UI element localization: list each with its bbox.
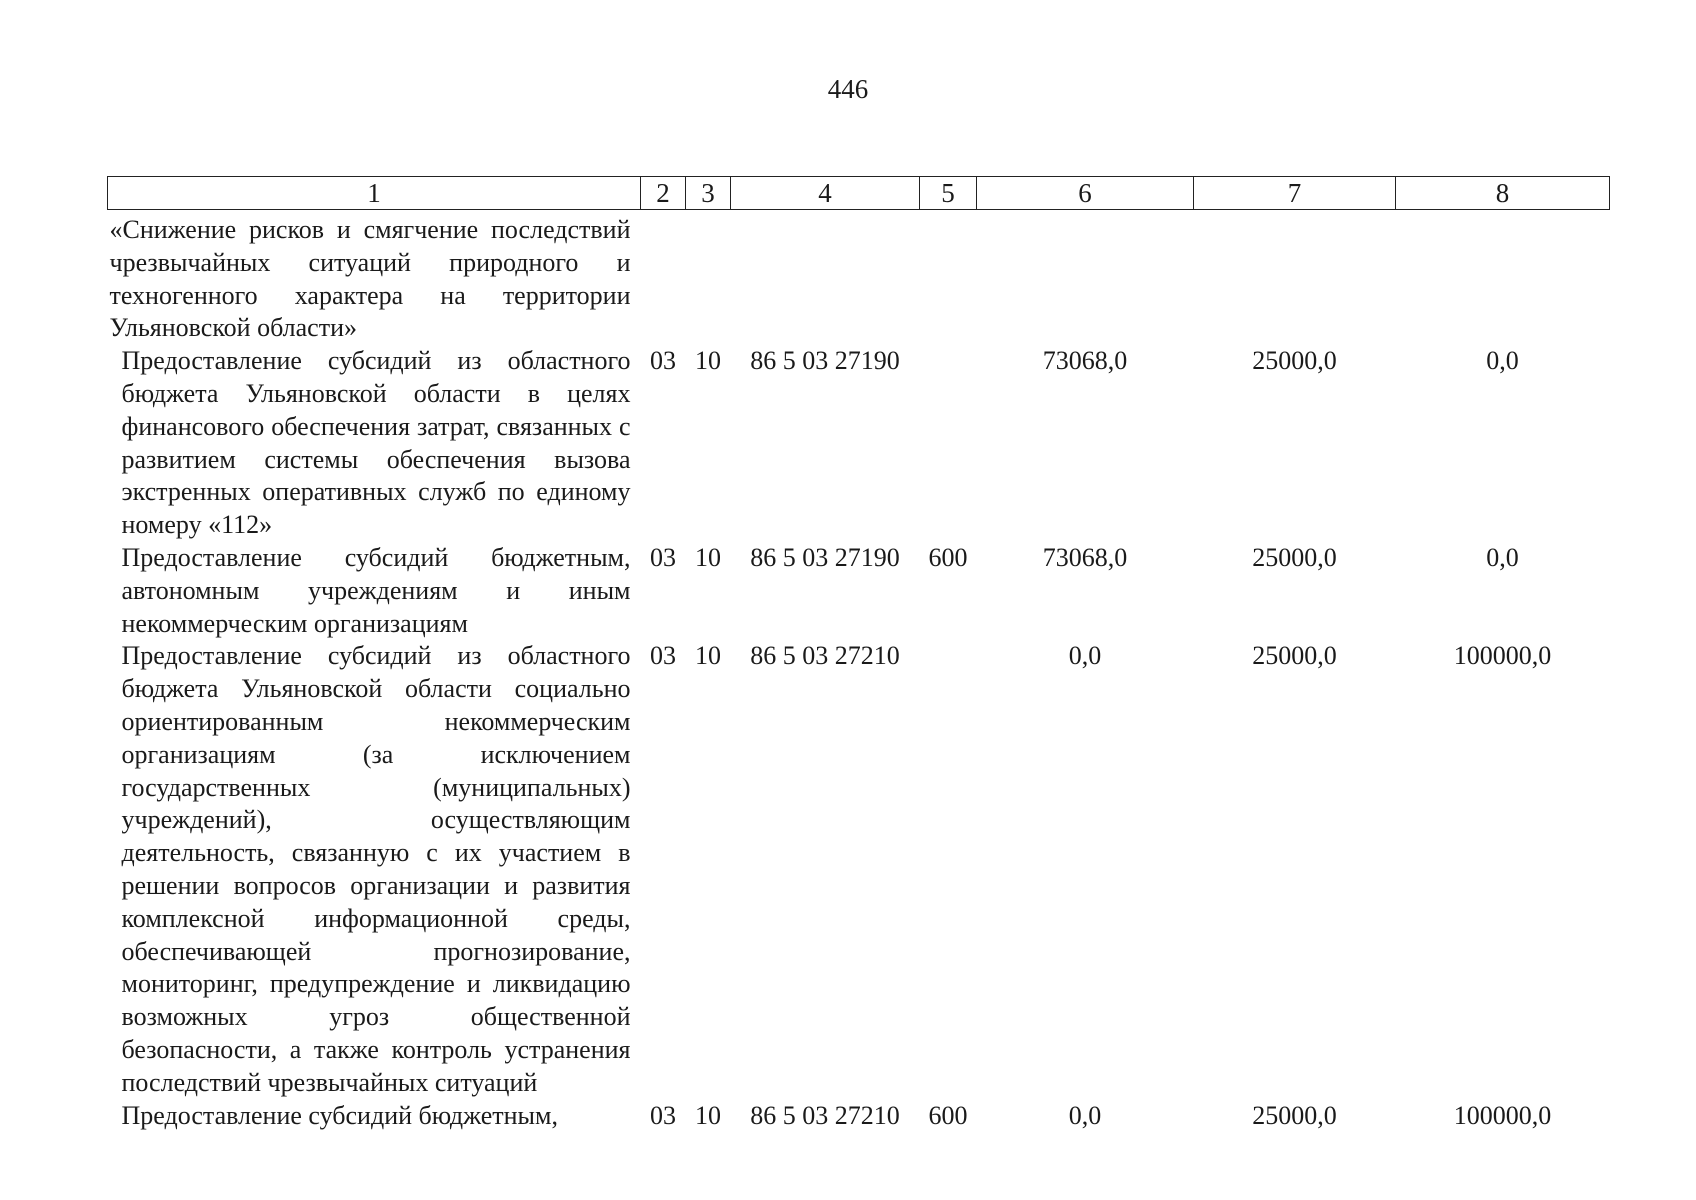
row-description: Предоставление субсидий из областного бюджета Ульяновской области в целях финансового обеспечения затрат, связанных с развитием системы обеспечения вызова экстренных оперативных служб по единому номеру «112» bbox=[121, 346, 631, 540]
row-target-code: 86 5 03 27190 bbox=[750, 542, 900, 572]
row-description: «Снижение рисков и смягчение последствий чрезвычайных ситуаций природного и техногенного характера на территории Ульяновской области» bbox=[109, 215, 631, 343]
header-col-2: 2 bbox=[641, 177, 686, 210]
table-body bbox=[108, 210, 1610, 1133]
row-section: 03 bbox=[650, 1100, 676, 1130]
row-expense-type bbox=[920, 210, 977, 346]
header-col-1: 1 bbox=[108, 177, 641, 210]
budget-table-container bbox=[107, 176, 1609, 1132]
table-row bbox=[108, 210, 1610, 346]
row-section: 03 bbox=[650, 346, 676, 376]
row-target-code: 86 5 03 27210 bbox=[750, 641, 900, 671]
row-amount-col7: 25000,0 bbox=[1252, 542, 1337, 572]
row-amount-col6 bbox=[977, 210, 1194, 346]
row-section: 03 bbox=[650, 641, 676, 671]
budget-table bbox=[107, 176, 1610, 1132]
row-amount-col8: 100000,0 bbox=[1453, 641, 1552, 671]
row-amount-col7: 25000,0 bbox=[1252, 641, 1337, 671]
row-subsection: 10 bbox=[695, 641, 721, 671]
row-amount-col8: 0,0 bbox=[1486, 542, 1519, 572]
row-expense-type bbox=[920, 640, 977, 1099]
row-target-code: 86 5 03 27210 bbox=[750, 1100, 900, 1130]
table-header bbox=[108, 177, 1610, 210]
table-row bbox=[108, 345, 1610, 542]
row-expense-type: 600 bbox=[928, 1100, 968, 1130]
row-description: Предоставление субсидий бюджетным, bbox=[121, 1100, 558, 1130]
row-expense-type bbox=[920, 345, 977, 542]
row-subsection: 10 bbox=[695, 1100, 721, 1130]
header-col-8: 8 bbox=[1396, 177, 1610, 210]
page-number: 446 bbox=[827, 74, 869, 104]
row-target-code bbox=[731, 210, 920, 346]
row-amount-col8: 100000,0 bbox=[1453, 1100, 1552, 1130]
row-subsection: 10 bbox=[695, 346, 721, 376]
row-description: Предоставление субсидий бюджетным, автономным учреждениям и иным некоммерческим организациям bbox=[121, 542, 631, 638]
table-row bbox=[108, 1100, 1610, 1133]
row-amount-col6: 0,0 bbox=[1068, 641, 1102, 671]
row-amount-col6: 73068,0 bbox=[1042, 346, 1128, 376]
row-section bbox=[641, 210, 686, 346]
header-col-4: 4 bbox=[731, 177, 920, 210]
header-row bbox=[108, 177, 1610, 210]
header-col-3: 3 bbox=[686, 177, 731, 210]
row-amount-col7: 25000,0 bbox=[1252, 346, 1337, 376]
row-target-code: 86 5 03 27190 bbox=[750, 346, 900, 376]
row-amount-col6: 73068,0 bbox=[1042, 542, 1128, 572]
table-row bbox=[108, 542, 1610, 640]
row-expense-type: 600 bbox=[928, 542, 968, 572]
row-amount-col6: 0,0 bbox=[1068, 1100, 1102, 1130]
header-col-5: 5 bbox=[920, 177, 977, 210]
table-row bbox=[108, 640, 1610, 1099]
header-col-6: 6 bbox=[977, 177, 1194, 210]
row-section: 03 bbox=[650, 542, 676, 572]
row-amount-col7 bbox=[1194, 210, 1396, 346]
row-amount-col7: 25000,0 bbox=[1252, 1100, 1337, 1130]
row-amount-col8 bbox=[1396, 210, 1610, 346]
header-col-7: 7 bbox=[1194, 177, 1396, 210]
row-subsection: 10 bbox=[695, 542, 721, 572]
row-amount-col8: 0,0 bbox=[1486, 346, 1519, 376]
row-description: Предоставление субсидий из областного бюджета Ульяновской области социально ориентированным некоммерческим организациям (за исключением государственных (муниципальных) учреждений), осуществляющим деятельность, связанную с их участием в решении вопросов организации и развития комплексной информационной среды, обеспечивающей прогнозирование, мониторинг, предупреждение и ликвидацию возможных угроз общественной безопасности, а также контроль устранения последствий чрезвычайных ситуаций bbox=[121, 641, 631, 1097]
row-subsection bbox=[686, 210, 731, 346]
